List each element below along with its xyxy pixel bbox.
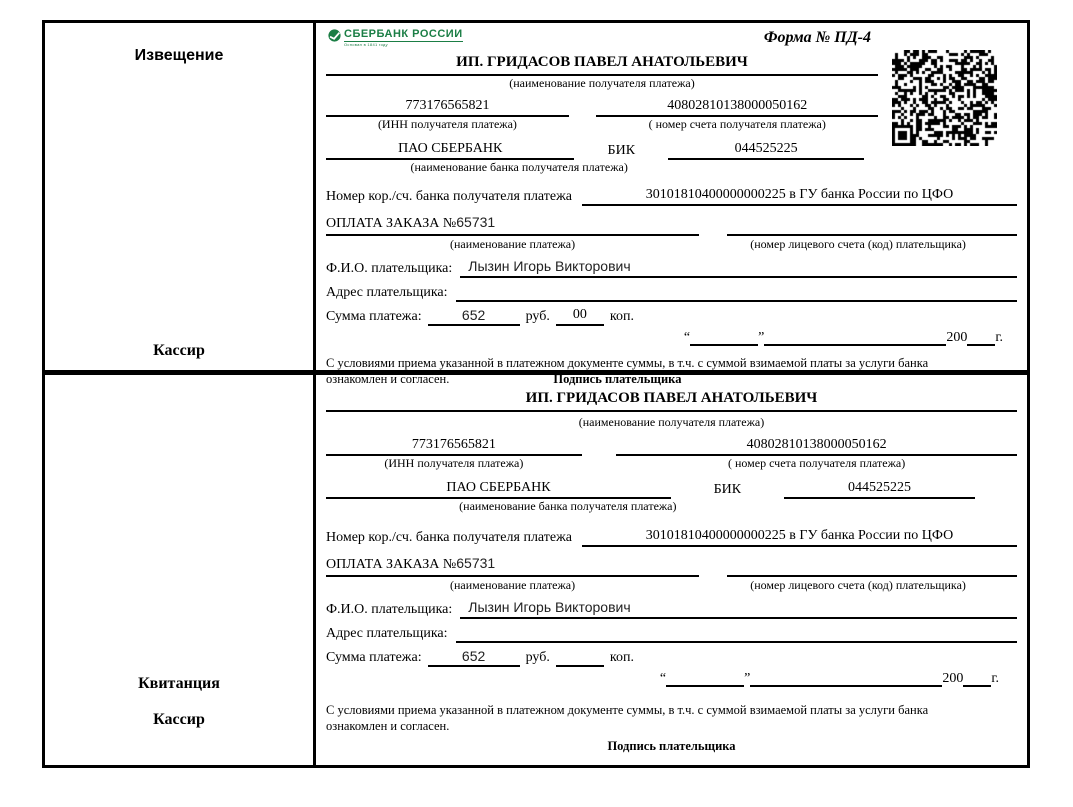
payment-caption: (наименование платежа) <box>450 237 576 251</box>
year-suffix: г. <box>995 330 1003 345</box>
inn-value: 773176565821 <box>326 436 582 456</box>
payment-caption: (наименование платежа) <box>450 578 576 592</box>
corr-value: 30101810400000000225 в ГУ банка России по ЦФО <box>582 527 1017 547</box>
sberbank-logo-icon <box>328 29 341 47</box>
payer-name-label: Ф.И.О. плательщика: <box>326 261 453 276</box>
payment-name <box>326 213 699 236</box>
inn-account-row <box>326 436 1017 456</box>
recipient-block <box>326 53 878 175</box>
sum-rubles-value: 652 <box>428 306 520 326</box>
date-row <box>326 670 999 687</box>
personal-account-line <box>727 217 1017 236</box>
form-number-label: Форма № ПД-4 <box>763 29 871 46</box>
cashier-label: Кассир <box>153 342 205 359</box>
notice-label: Извещение <box>134 47 224 64</box>
sum-label: Сумма платежа: <box>326 309 422 324</box>
year-prefix: 200 <box>946 330 968 345</box>
date-day-line <box>690 329 758 346</box>
payment-name-row <box>326 213 1017 236</box>
payment-captions-row <box>326 578 1017 593</box>
conditions-block <box>326 702 1017 754</box>
payer-signature-label: Подпись плательщика <box>607 739 736 753</box>
bank-caption: (наименование банка получателя платежа) <box>459 499 677 513</box>
inn-caption: (ИНН получателя платежа) <box>384 456 524 470</box>
cashier-label: Кассир <box>153 711 205 728</box>
inn-value: 773176565821 <box>326 97 569 117</box>
conditions-line2: ознакомлен и согласен. <box>326 372 450 386</box>
bik-value: 044525225 <box>668 140 864 160</box>
date-year-line <box>967 329 995 346</box>
receipt-label: Квитанция <box>138 675 220 692</box>
bank-name: ПАО СБЕРБАНК <box>326 479 671 499</box>
inn-account-row <box>326 97 878 117</box>
payer-address-value <box>456 641 1017 643</box>
document-table <box>42 20 1030 768</box>
payer-address-row <box>326 624 1017 643</box>
notice-left-cell <box>45 23 316 370</box>
payer-address-label: Адрес плательщика: <box>326 626 448 641</box>
payer-name-label: Ф.И.О. плательщика: <box>326 602 453 617</box>
conditions-line1: С условиями приема указанной в платежном документе суммы, в т.ч. с суммой взимаемой платы за услуги банка <box>326 356 929 370</box>
bank-row <box>326 479 989 499</box>
sum-kopecks-value: 00 <box>556 306 604 326</box>
payment-name <box>326 554 699 577</box>
bank-caption: (наименование банка получателя платежа) <box>410 160 628 174</box>
bik-value: 044525225 <box>784 479 976 499</box>
kop-label: коп. <box>609 309 634 324</box>
rub-label: руб. <box>525 650 550 665</box>
payment-name-row <box>326 554 1017 577</box>
payer-name-value: Лызин Игорь Викторович <box>460 257 1017 278</box>
inn-account-captions <box>326 456 1017 471</box>
recipient-name: ИП. ГРИДАСОВ ПАВЕЛ АНАТОЛЬЕВИЧ <box>326 53 878 76</box>
recipient-block <box>326 389 1017 514</box>
sberbank-brand-text: СБЕРБАНК РОССИИ <box>344 28 463 40</box>
quote-close: ” <box>758 330 765 345</box>
notice-section <box>45 23 1027 386</box>
inn-account-captions <box>326 117 878 132</box>
payer-name-value: Лызин Игорь Викторович <box>460 598 1017 619</box>
payment-name-prefix: ОПЛАТА ЗАКАЗА № <box>326 216 457 231</box>
account-caption: ( номер счета получателя платежа) <box>727 456 906 470</box>
payment-captions-row <box>326 237 1017 252</box>
account-value: 40802810138000050162 <box>616 436 1017 456</box>
rub-label: руб. <box>525 309 550 324</box>
corr-value: 30101810400000000225 в ГУ банка России по ЦФО <box>582 186 1017 206</box>
receipt-left-cell <box>45 375 316 765</box>
account-value: 40802810138000050162 <box>596 97 878 117</box>
conditions-line2: ознакомлен и согласен. <box>326 719 450 733</box>
quote-open: “ <box>659 671 667 686</box>
date-year-line <box>963 670 991 687</box>
notice-form-pane <box>316 23 1027 386</box>
bik-label: БИК <box>713 482 742 497</box>
quote-close: ” <box>744 671 751 686</box>
receipt-section <box>45 370 1027 765</box>
payment-order-number: 65731 <box>456 555 496 571</box>
date-row <box>326 329 1003 346</box>
date-month-line <box>764 329 946 346</box>
year-suffix: г. <box>991 671 999 686</box>
payer-signature-label: Подпись плательщика <box>553 372 682 386</box>
form-header <box>326 27 1017 51</box>
quote-open: “ <box>683 330 691 345</box>
payer-address-value <box>456 300 1017 302</box>
bank-row <box>326 140 878 160</box>
personal-account-line <box>727 558 1017 577</box>
sum-rubles-value: 652 <box>428 647 520 667</box>
corr-account-row <box>326 186 1017 206</box>
payment-sum-row <box>326 647 1017 667</box>
personal-account-caption: (номер лицевого счета (код) плательщика) <box>750 237 966 251</box>
inn-caption: (ИНН получателя платежа) <box>377 117 517 131</box>
payment-sum-row <box>326 306 1017 326</box>
recipient-caption: (наименование получателя платежа) <box>509 76 695 90</box>
payment-order-number: 65731 <box>456 214 496 230</box>
conditions-line1: С условиями приема указанной в платежном документе суммы, в т.ч. с суммой взимаемой платы за услуги банка <box>326 703 929 717</box>
corr-label: Номер кор./сч. банка получателя платежа <box>326 189 572 204</box>
payer-address-row <box>326 283 1017 302</box>
account-caption: ( номер счета получателя платежа) <box>648 117 826 131</box>
qr-code <box>892 50 997 146</box>
payer-address-label: Адрес плательщика: <box>326 285 448 300</box>
bik-label: БИК <box>607 143 636 158</box>
sberbank-tagline: Основан в 1841 году <box>344 42 388 47</box>
date-day-line <box>666 670 744 687</box>
payer-name-row <box>326 257 1017 278</box>
personal-account-caption: (номер лицевого счета (код) плательщика) <box>750 578 966 592</box>
recipient-caption: (наименование получателя платежа) <box>578 415 765 429</box>
sberbank-logo <box>328 29 463 47</box>
year-prefix: 200 <box>942 671 964 686</box>
payer-name-row <box>326 598 1017 619</box>
corr-account-row <box>326 527 1017 547</box>
corr-label: Номер кор./сч. банка получателя платежа <box>326 530 572 545</box>
date-month-line <box>750 670 942 687</box>
bank-name: ПАО СБЕРБАНК <box>326 140 574 160</box>
sum-kopecks-value <box>556 665 604 667</box>
receipt-form-pane <box>316 375 1027 765</box>
recipient-name: ИП. ГРИДАСОВ ПАВЕЛ АНАТОЛЬЕВИЧ <box>326 389 1017 412</box>
kop-label: коп. <box>609 650 634 665</box>
payment-name-prefix: ОПЛАТА ЗАКАЗА № <box>326 557 457 572</box>
sum-label: Сумма платежа: <box>326 650 422 665</box>
